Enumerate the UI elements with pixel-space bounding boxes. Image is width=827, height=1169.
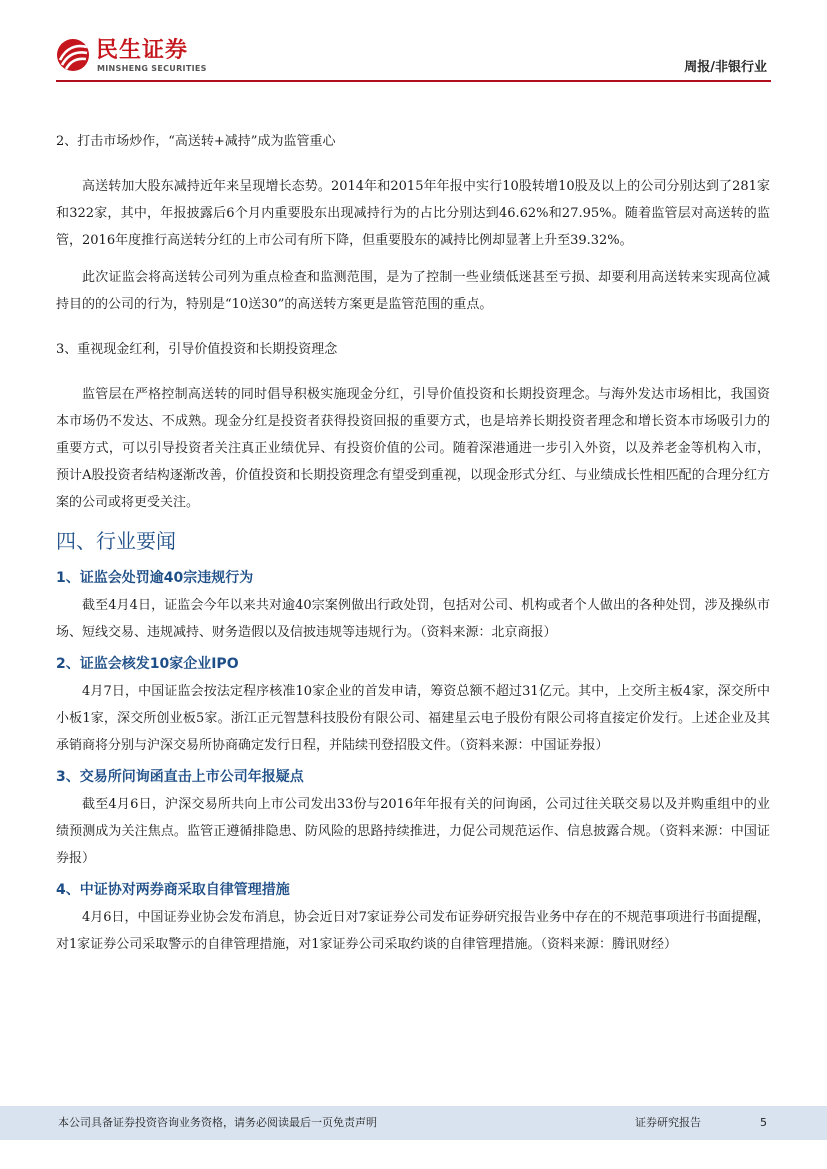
news-title: 2、证监会核发10家企业IPO	[56, 656, 239, 672]
news-body: 4月6日，中国证券业协会发布消息，协会近日对7家证券公司发布证券研究报告业务中存在的不规范事项进行书面提醒，对1家证券公司采取警示的自律管理措施，对1家证券公司采取约谈的自律管理措施。（资料来源：腾讯财经）	[56, 910, 770, 952]
brand-name: 民生证券	[96, 38, 189, 63]
news-title: 1、证监会处罚逾40宗违规行为	[56, 570, 254, 586]
footer-disclaimer: 本公司具备证券投资咨询业务资格，请务必阅读最后一页免责声明	[58, 1116, 377, 1129]
header-divider	[56, 80, 771, 82]
paragraph: 高送转加大股东减持近年来呈现增长态势。2014年和2015年年报中实行10股转增10股及以上的公司分别达到了281家和322家，其中，年报披露后6个月内重要股东出现减持行为的占比分别达到46.62%和27.95%。随着监管层对高送转的监管，2016年度推行高送转分红的上市公司有所下降，但重要股东的减持比例却显著上升至39.32%。	[56, 179, 770, 248]
subsection-title-2: 2、打击市场炒作，“高送转+减持”成为监管重心	[56, 134, 336, 149]
news-body: 截至4月4日，证监会今年以来共对逾40宗案例做出行政处罚，包括对公司、机构或者个人做出的各种处罚，涉及操纵市场、短线交易、违规减持、财务造假以及信披违规等违规行为。（资料来源：北京商报）	[56, 598, 770, 640]
paragraph: 监管层在严格控制高送转的同时倡导积极实施现金分红，引导价值投资和长期投资理念。与海外发达市场相比，我国资本市场仍不发达、不成熟。现金分红是投资者获得投资回报的重要方式，也是培养长期投资者理念和增长资本市场吸引力的重要方式，可以引导投资者关注真正业绩优异、有投资价值的公司。随着深港通进一步引入外资，以及养老金等机构入市，预计A股投资者结构逐渐改善，价值投资和长期投资理念有望受到重视，以现金形式分红、与业绩成长性相匹配的合理分红方案的公司或将更受关注。	[56, 387, 770, 510]
page-header	[0, 0, 827, 82]
minsheng-logo-icon	[56, 38, 90, 72]
section-title: 四、行业要闻	[56, 529, 176, 553]
paragraph: 此次证监会将高送转公司列为重点检查和监测范围，是为了控制一些业绩低迷甚至亏损、却要利用高送转来实现高位减持目的的公司的行为，特别是“10送30”的高送转方案更是监管范围的重点。	[56, 270, 770, 312]
news-body: 截至4月6日，沪深交易所共向上市公司发出33份与2016年年报有关的问询函，公司过往关联交易以及并购重组中的业绩预测成为关注焦点。监管正遵循排隐患、防风险的思路持续推进，力促公司规范运作、信息披露合规。（资料来源：中国证券报）	[56, 797, 770, 866]
page-footer	[0, 1106, 827, 1140]
news-body: 4月7日，中国证监会按法定程序核准10家企业的首发申请，筹资总额不超过31亿元。其中，上交所主板4家，深交所中小板1家，深交所创业板5家。浙江正元智慧科技股份有限公司、福建星云电子股份有限公司将直接定价发行。上述企业及其承销商将分别与沪深交易所协商确定发行日程，并陆续刊登招股文件。（资料来源：中国证券报）	[56, 684, 770, 753]
page-number: 5	[760, 1116, 767, 1129]
report-type: 周报/非银行业	[684, 60, 767, 75]
subsection-title-3: 3、重视现金红利，引导价值投资和长期投资理念	[56, 342, 338, 357]
news-title: 4、中证协对两券商采取自律管理措施	[56, 882, 290, 898]
brand-name-english: MINSHENG SECURITIES	[97, 64, 207, 73]
news-title: 3、交易所问询函直击上市公司年报疑点	[56, 769, 304, 785]
footer-report-label: 证券研究报告	[635, 1116, 701, 1129]
main-content	[56, 128, 770, 962]
